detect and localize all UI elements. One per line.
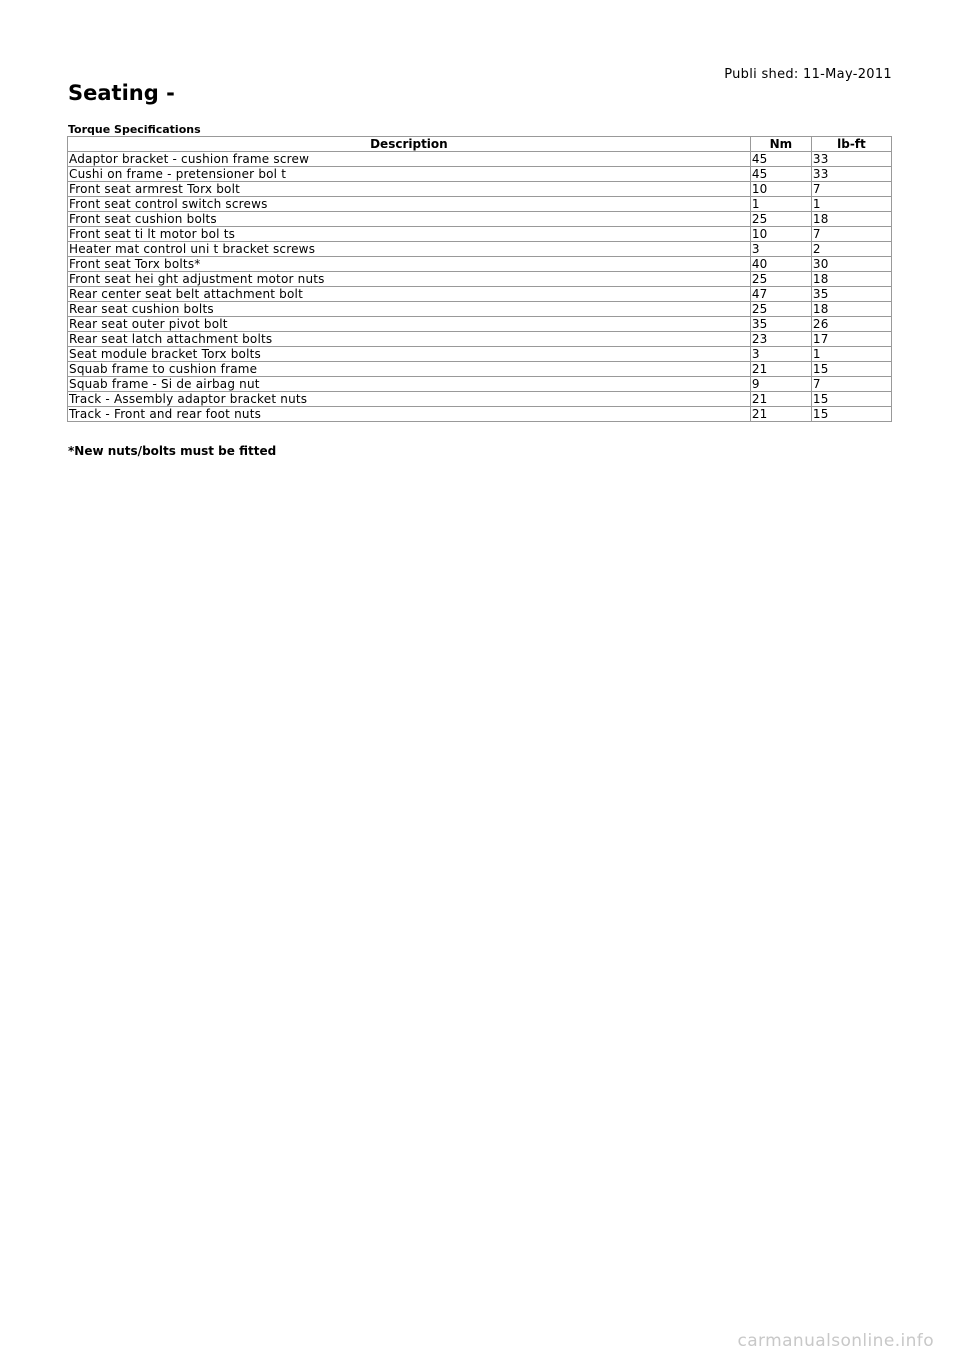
table-row	[68, 332, 892, 347]
cell-nm: 3	[750, 347, 811, 362]
footnote: *New nuts/bolts must be fitted	[68, 444, 277, 458]
cell-lbft: 15	[811, 362, 891, 377]
cell-description: Track - Assembly adaptor bracket nuts	[68, 392, 751, 407]
cell-lbft: 1	[811, 197, 891, 212]
table-body	[68, 152, 892, 422]
table-row	[68, 392, 892, 407]
table-row	[68, 227, 892, 242]
cell-nm: 10	[750, 182, 811, 197]
cell-lbft: 33	[811, 167, 891, 182]
cell-lbft: 15	[811, 392, 891, 407]
cell-lbft: 7	[811, 377, 891, 392]
cell-nm: 35	[750, 317, 811, 332]
cell-nm: 25	[750, 212, 811, 227]
cell-lbft: 7	[811, 227, 891, 242]
cell-nm: 10	[750, 227, 811, 242]
table-row	[68, 377, 892, 392]
table-row	[68, 272, 892, 287]
section-title: Torque Specifications	[68, 123, 201, 136]
cell-nm: 9	[750, 377, 811, 392]
cell-lbft: 15	[811, 407, 891, 422]
table-row	[68, 302, 892, 317]
published-date: Publi shed: 11-May-2011	[724, 67, 892, 82]
cell-description: Rear seat cushion bolts	[68, 302, 751, 317]
cell-description: Heater mat control uni t bracket screws	[68, 242, 751, 257]
table-row	[68, 212, 892, 227]
torque-specifications-table	[67, 136, 892, 422]
table-row	[68, 347, 892, 362]
cell-lbft: 18	[811, 302, 891, 317]
table-row	[68, 242, 892, 257]
cell-description: Front seat ti lt motor bol ts	[68, 227, 751, 242]
cell-description: Front seat armrest Torx bolt	[68, 182, 751, 197]
cell-description: Cushi on frame - pretensioner bol t	[68, 167, 751, 182]
cell-lbft: 30	[811, 257, 891, 272]
cell-nm: 40	[750, 257, 811, 272]
cell-description: Front seat Torx bolts*	[68, 257, 751, 272]
page-title: Seating -	[68, 81, 175, 105]
cell-nm: 47	[750, 287, 811, 302]
cell-nm: 21	[750, 392, 811, 407]
table-row	[68, 257, 892, 272]
cell-nm: 45	[750, 152, 811, 167]
column-header-lbft: lb-ft	[811, 137, 891, 152]
cell-lbft: 7	[811, 182, 891, 197]
column-header-description: Description	[68, 137, 751, 152]
cell-description: Adaptor bracket - cushion frame screw	[68, 152, 751, 167]
cell-lbft: 18	[811, 272, 891, 287]
cell-description: Squab frame - Si de airbag nut	[68, 377, 751, 392]
cell-lbft: 18	[811, 212, 891, 227]
cell-nm: 21	[750, 362, 811, 377]
cell-nm: 3	[750, 242, 811, 257]
cell-description: Rear seat outer pivot bolt	[68, 317, 751, 332]
cell-description: Seat module bracket Torx bolts	[68, 347, 751, 362]
cell-nm: 25	[750, 302, 811, 317]
table-row	[68, 182, 892, 197]
cell-lbft: 17	[811, 332, 891, 347]
cell-description: Front seat control switch screws	[68, 197, 751, 212]
cell-description: Squab frame to cushion frame	[68, 362, 751, 377]
table-row	[68, 362, 892, 377]
cell-nm: 25	[750, 272, 811, 287]
cell-nm: 45	[750, 167, 811, 182]
cell-lbft: 2	[811, 242, 891, 257]
cell-description: Rear seat latch attachment bolts	[68, 332, 751, 347]
column-header-nm: Nm	[750, 137, 811, 152]
cell-description: Front seat hei ght adjustment motor nuts	[68, 272, 751, 287]
table-row	[68, 167, 892, 182]
table-row	[68, 287, 892, 302]
watermark: carmanualsonline.info	[737, 1331, 934, 1351]
table-row	[68, 197, 892, 212]
table-row	[68, 407, 892, 422]
table-row	[68, 317, 892, 332]
cell-description: Rear center seat belt attachment bolt	[68, 287, 751, 302]
cell-lbft: 35	[811, 287, 891, 302]
cell-lbft: 26	[811, 317, 891, 332]
cell-lbft: 33	[811, 152, 891, 167]
cell-nm: 21	[750, 407, 811, 422]
table-row	[68, 152, 892, 167]
table-header-row	[68, 137, 892, 152]
cell-nm: 23	[750, 332, 811, 347]
cell-description: Front seat cushion bolts	[68, 212, 751, 227]
cell-nm: 1	[750, 197, 811, 212]
cell-lbft: 1	[811, 347, 891, 362]
cell-description: Track - Front and rear foot nuts	[68, 407, 751, 422]
